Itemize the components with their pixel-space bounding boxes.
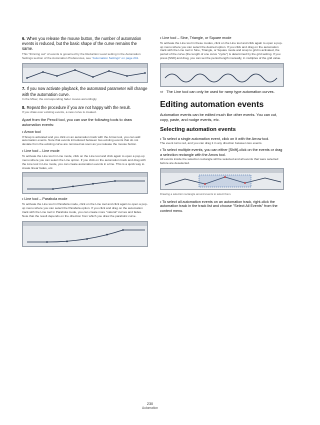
bullet-line-mode-text: To activate the Line tool in Line mode, click on the Line tool and click again to open a pop-up menu where you can select the Line option. If you click on the automation track and drag with the Line tool in Line mode, you can create automation events in a line. This is a quick way to create linear fades, etc.	[22, 153, 146, 170]
tools-intro: Apart from the Pencil tool, you can use the following tools to draw automation events:	[22, 118, 132, 128]
step-8-text: Repeat the procedure if you are not happy with the result.	[26, 104, 131, 110]
bullet-arrow-tool-text: If Snap is activated and you click on an automation track with the Arrow tool, you can add automation events. Note that events introduced between two existing events that do not deviate from the existing curve are removed as soon as you release the mouse button.	[22, 134, 141, 147]
heading-editing-automation-events: Editing automation events	[160, 98, 264, 109]
screenshot-selection-rectangle	[160, 168, 284, 190]
bullet-parabola-mode: • Line tool – Parabola mode	[22, 197, 148, 202]
step-6-note-text: This "thinning out" of events is governed by the Reduction Level setting in the Automation Settings section of the Automation Preferences, see	[22, 51, 141, 60]
bullet-line-mode: • Line tool – Line mode	[22, 149, 148, 154]
bullet-arrow-tool: • Arrow tool	[22, 130, 148, 135]
right-column	[160, 36, 284, 214]
step-7-note: In the Mixer, the corresponding fader moves accordingly.	[22, 97, 98, 102]
page-number: 230	[146, 402, 154, 406]
selection-rectangle-graphic	[161, 169, 284, 190]
editing-intro: Automation events can be edited much like other events. You can cut, copy, paste, and nudge events, etc.	[160, 113, 278, 123]
step-6-note-end: .	[138, 55, 140, 60]
step-6-note	[22, 53, 148, 61]
screenshot-parabola-mode	[22, 221, 148, 247]
page-footer	[0, 402, 300, 410]
thinned-curve-graphic	[23, 64, 148, 83]
step-6-number: 6.	[22, 36, 26, 41]
step-7	[22, 86, 148, 96]
bullet-select-multiple: • To select multiple events, you can either [Shift]-click on the events or drag a selection rectangle with the Arrow tool.	[160, 148, 284, 157]
bullet-select-multiple-note: All events inside the selection rectangle will be selected and all events that were selected before are deselected.	[160, 157, 279, 166]
left-column	[22, 36, 148, 250]
tip-line-tool	[160, 90, 284, 95]
line-mode-graphic	[23, 173, 148, 194]
step-6	[22, 36, 148, 51]
page-section-name: Automation	[141, 406, 159, 410]
heading-selecting-automation-events: Selecting automation events	[160, 126, 236, 133]
step-8	[22, 105, 148, 110]
tip-line-tool-text: The Line tool can only be used for ramp type automation curves.	[166, 90, 275, 95]
selection-caption: Drawing a selection rectangle around events to select them.	[160, 193, 232, 197]
step-7-text: If you now activate playback, the automated parameter will change with the automation curve.	[22, 86, 148, 97]
step-8-number: 8.	[22, 104, 26, 110]
arrow-right-icon: ⇨	[160, 89, 164, 95]
screenshot-sine-mode	[160, 63, 284, 87]
sine-mode-graphic	[161, 64, 284, 87]
bullet-sine-mode: • Line tool – Sine, Triangle, or Square mode	[160, 36, 284, 41]
bullet-parabola-mode-text: To activate the Line tool in Parabola mode, click on the Line tool and click again to open a pop-up menu where you can select the Parabola option. If you click and drag on the automation track with the Line tool in Parabola mode, you can create more "natural" curves and fades. Note that the result depends on the direction from which you draw the parabolic curve.	[22, 202, 148, 218]
parabola-mode-graphic	[23, 222, 148, 247]
bullet-select-single-note: The event turns red, and you can drag it in any direction between two events.	[160, 141, 263, 146]
screenshot-line-mode	[22, 172, 148, 194]
screenshot-thinned-curve	[22, 63, 148, 83]
step-7-number: 7.	[22, 86, 26, 92]
step-8-note: If you draw over existing events, a new curve is created.	[22, 110, 97, 115]
bullet-select-single: • To select a single automation event, click on it with the Arrow tool.	[160, 137, 284, 142]
bullet-select-all: • To select all automation events on an automation track, right-click the automation track in the track list and choose "Select All Events" from the context menu.	[160, 200, 284, 214]
automation-settings-link[interactable]: "Automation Settings" on page 241	[91, 55, 139, 60]
bullet-sine-mode-text: To activate the Line tool in these modes, click on the Line tool and click again to open a pop-up menu where you can select the desired option. If you click and drag on the automation track with the Line tool in Sine, Triangle, or Square mode and snap to grid is activated, the period of the curve (the length of one curve "cycle") is determined by the grid setting. If you press [Shift] and drag, you can set the period length manually, in multiples of the grid value.	[160, 40, 283, 61]
step-6-text: When you release the mouse button, the number of automation events is reduced, but the basic shape of the curve remains the same.	[22, 36, 142, 52]
